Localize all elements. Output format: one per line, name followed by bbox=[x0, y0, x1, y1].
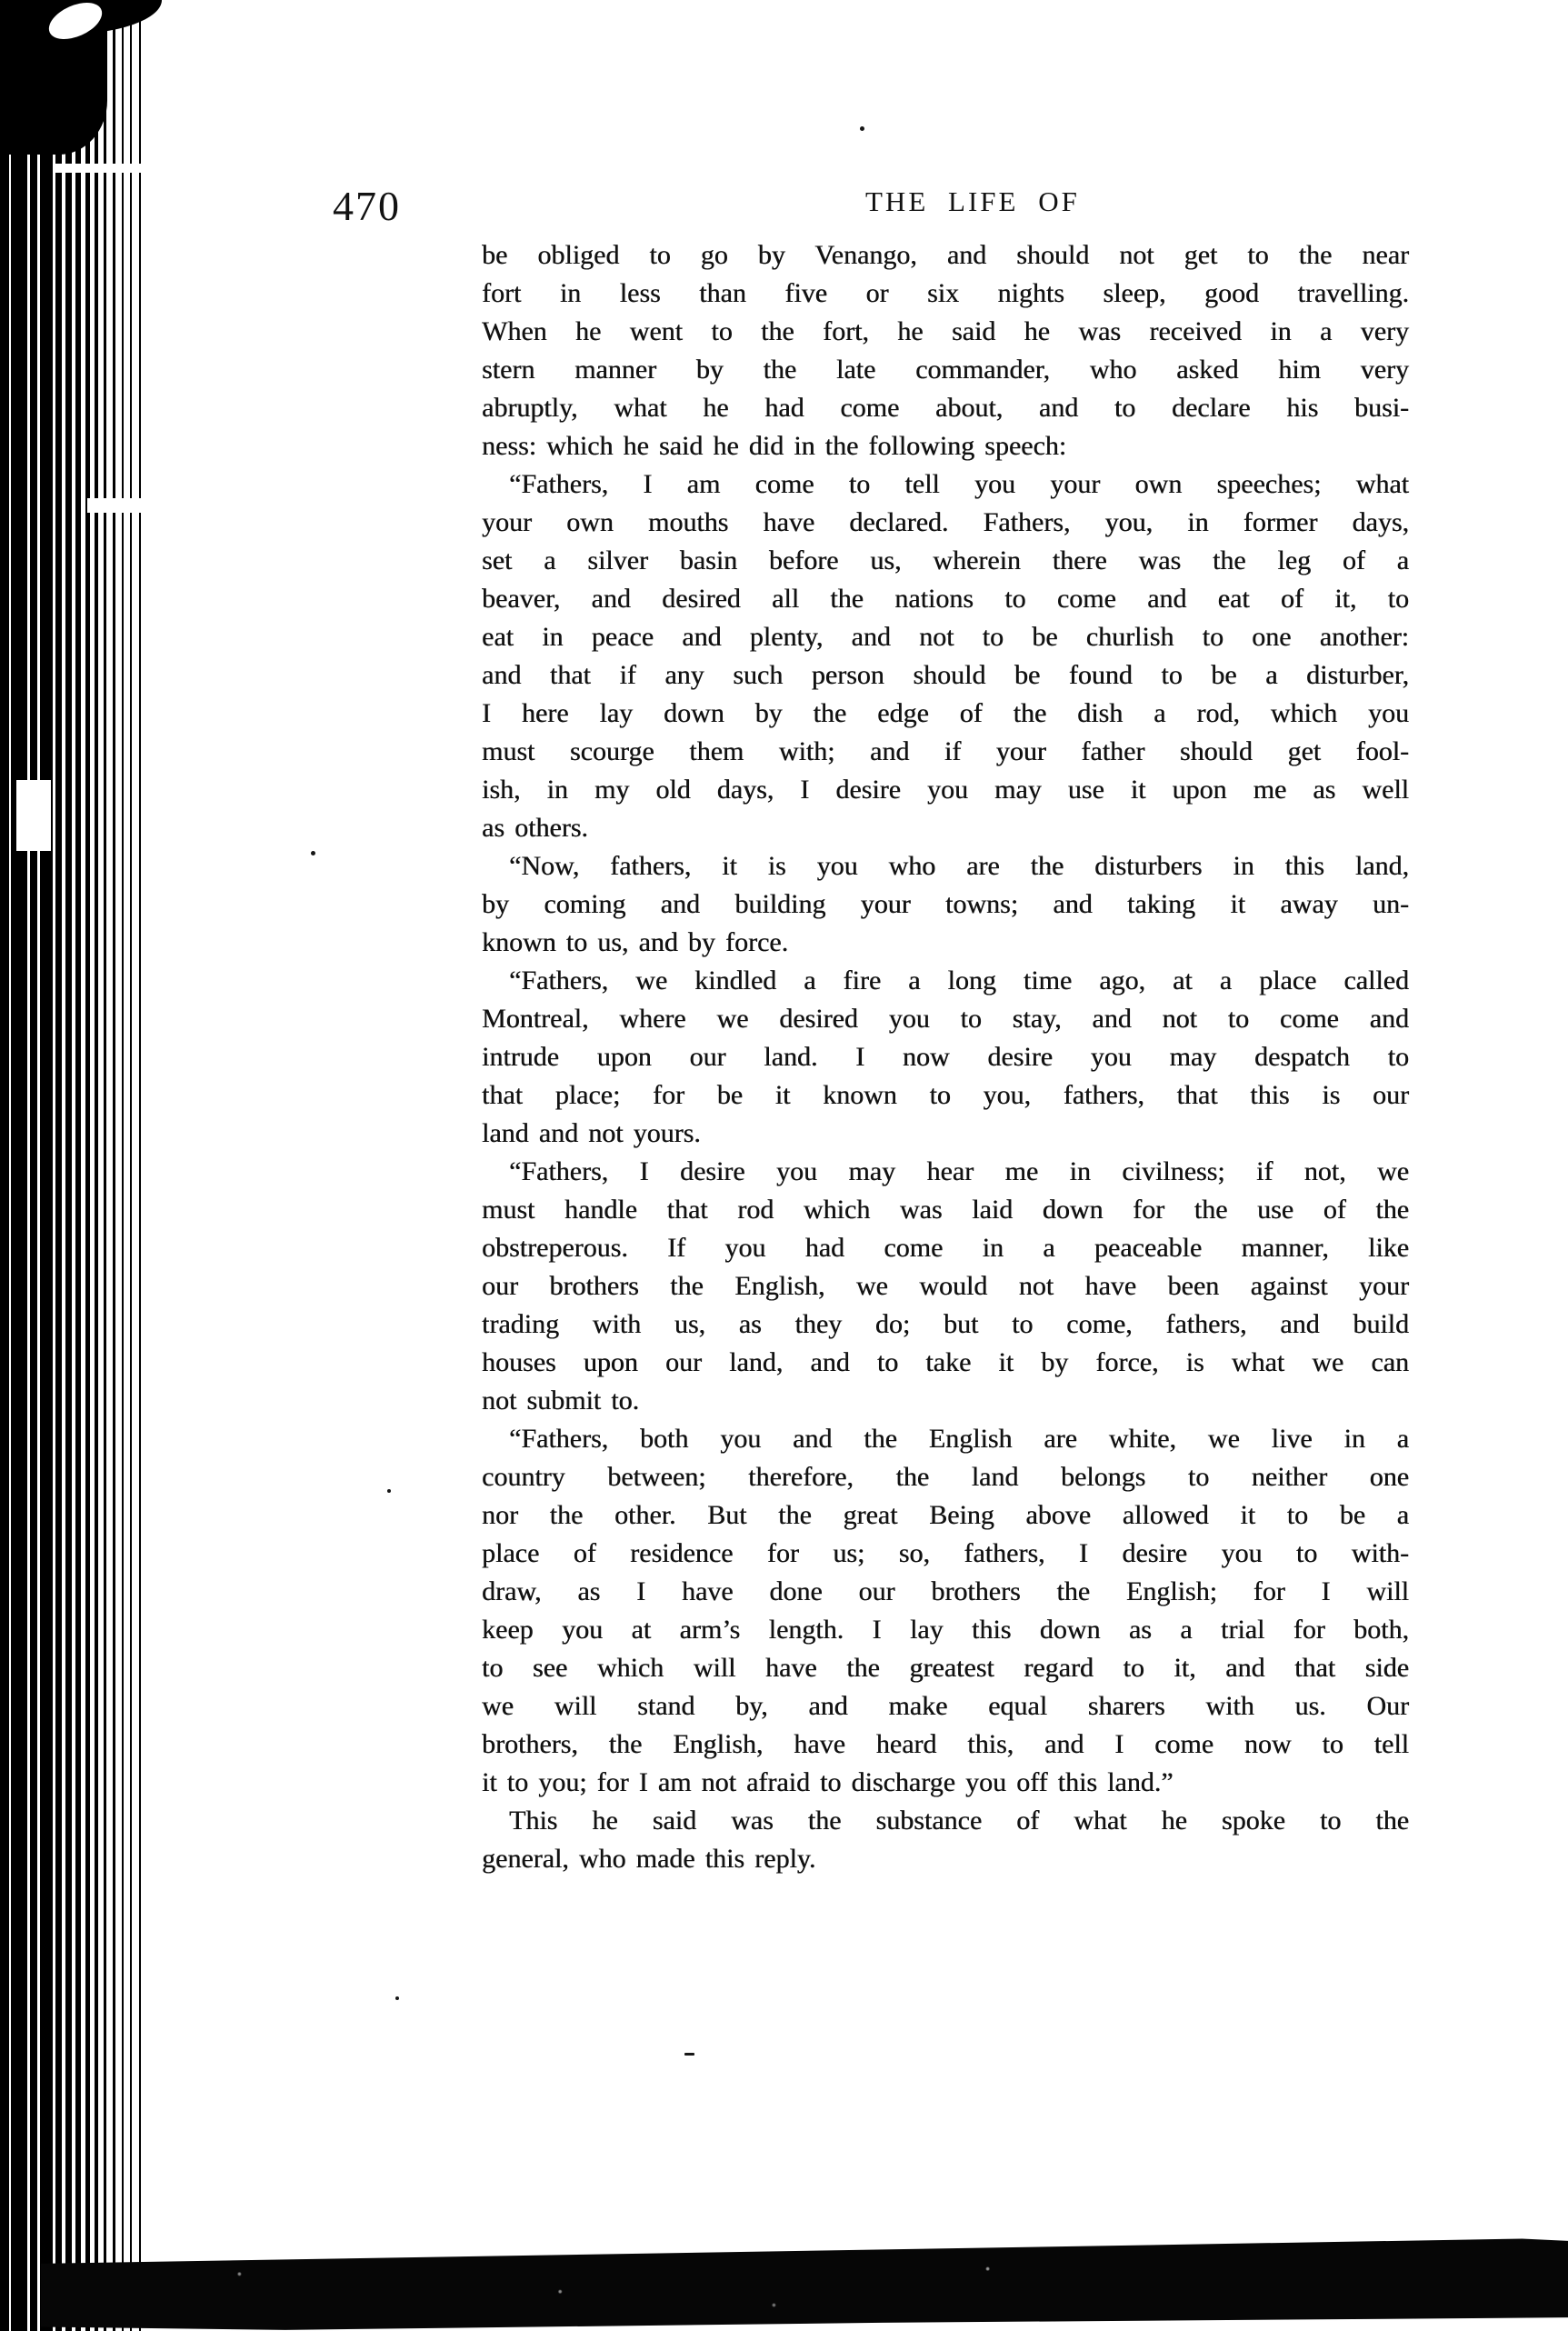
text-line: country between; therefore, the land belongs to neither one bbox=[482, 1462, 1409, 1492]
text-line: stern manner by the late commander, who asked him very bbox=[482, 355, 1409, 385]
text-line: by coming and building your towns; and taking it away un- bbox=[482, 889, 1409, 919]
text-line: ish, in my old days, I desire you may use it upon me as well bbox=[482, 775, 1409, 805]
text-line: set a silver basin before us, wherein there was the leg of a bbox=[482, 545, 1409, 575]
text-line: be obliged to go by Venango, and should not get to the near bbox=[482, 240, 1409, 270]
text-line: brothers, the English, have heard this, and I come now to tell bbox=[482, 1729, 1409, 1759]
gutter-white-gap bbox=[16, 780, 51, 851]
text-line: intrude upon our land. I now desire you may despatch to bbox=[482, 1042, 1409, 1072]
scan-speck bbox=[311, 851, 315, 855]
text-line: we will stand by, and make equal sharers with us. Our bbox=[482, 1691, 1409, 1721]
text-line: “Fathers, both you and the English are white, we live in a bbox=[509, 1424, 1409, 1454]
text-line: When he went to the fort, he said he was received in a very bbox=[482, 316, 1409, 346]
text-line: nor the other. But the great Being above allowed it to be a bbox=[482, 1500, 1409, 1530]
text-line: “Fathers, we kindled a fire a long time ago, at a place called bbox=[509, 965, 1409, 995]
text-line: as others. bbox=[482, 813, 588, 843]
text-line: houses upon our land, and to take it by force, is what we can bbox=[482, 1347, 1409, 1377]
text-line: must scourge them with; and if your father should get fool- bbox=[482, 736, 1409, 766]
text-line: to see which will have the greatest regard to it, and that side bbox=[482, 1653, 1409, 1683]
text-line: it to you; for I am not afraid to discharge you off this land.” bbox=[482, 1767, 1174, 1797]
text-line: eat in peace and plenty, and not to be churlish to one another: bbox=[482, 622, 1409, 652]
text-line: must handle that rod which was laid down for the use of the bbox=[482, 1195, 1409, 1225]
text-line: place of residence for us; so, fathers, I desire you to with- bbox=[482, 1538, 1409, 1568]
text-line: known to us, and by force. bbox=[482, 927, 789, 957]
text-line: abruptly, what he had come about, and to declare his busi- bbox=[482, 393, 1409, 423]
text-line: ness: which he said he did in the following speech: bbox=[482, 431, 1067, 461]
text-line: not submit to. bbox=[482, 1386, 640, 1416]
text-line: your own mouths have declared. Fathers, you, in former days, bbox=[482, 507, 1409, 537]
scan-speck bbox=[684, 2053, 694, 2056]
text-line: trading with us, as they do; but to come, fathers, and build bbox=[482, 1309, 1409, 1339]
scan-edge-bottom-band bbox=[41, 2227, 1568, 2331]
text-line: that place; for be it known to you, fathers, that this is our bbox=[482, 1080, 1409, 1110]
text-line: beaver, and desired all the nations to come and eat of it, to bbox=[482, 584, 1409, 614]
scan-speck bbox=[387, 1489, 391, 1493]
text-line: draw, as I have done our brothers the English; for I will bbox=[482, 1576, 1409, 1606]
text-line: “Fathers, I desire you may hear me in civilness; if not, we bbox=[509, 1156, 1409, 1186]
text-line: Montreal, where we desired you to stay, and not to come and bbox=[482, 1004, 1409, 1034]
text-line: keep you at arm’s length. I lay this down as a trial for both, bbox=[482, 1615, 1409, 1645]
page-number: 470 bbox=[333, 183, 401, 229]
gutter-white-gap bbox=[55, 164, 153, 173]
text-line: This he said was the substance of what he spoke to the bbox=[509, 1806, 1409, 1836]
text-line: “Fathers, I am come to tell you your own speeches; what bbox=[509, 469, 1409, 499]
page-body-text bbox=[482, 236, 1409, 1878]
gutter-white-gap bbox=[87, 498, 153, 513]
running-head-title: THE LIFE OF bbox=[865, 185, 1080, 217]
text-line: I here lay down by the edge of the dish a rod, which you bbox=[482, 698, 1409, 728]
text-line: and that if any such person should be found to be a disturber, bbox=[482, 660, 1409, 690]
text-line: fort in less than five or six nights sleep, good travelling. bbox=[482, 278, 1409, 308]
scan-speck bbox=[860, 126, 864, 131]
text-line: our brothers the English, we would not have been against your bbox=[482, 1271, 1409, 1301]
text-line: general, who made this reply. bbox=[482, 1844, 816, 1874]
text-line: “Now, fathers, it is you who are the disturbers in this land, bbox=[509, 851, 1409, 881]
scan-speck bbox=[395, 1996, 399, 2000]
text-line: land and not yours. bbox=[482, 1118, 701, 1148]
text-line: obstreperous. If you had come in a peaceable manner, like bbox=[482, 1233, 1409, 1263]
book-binding-gutter bbox=[0, 0, 153, 2331]
